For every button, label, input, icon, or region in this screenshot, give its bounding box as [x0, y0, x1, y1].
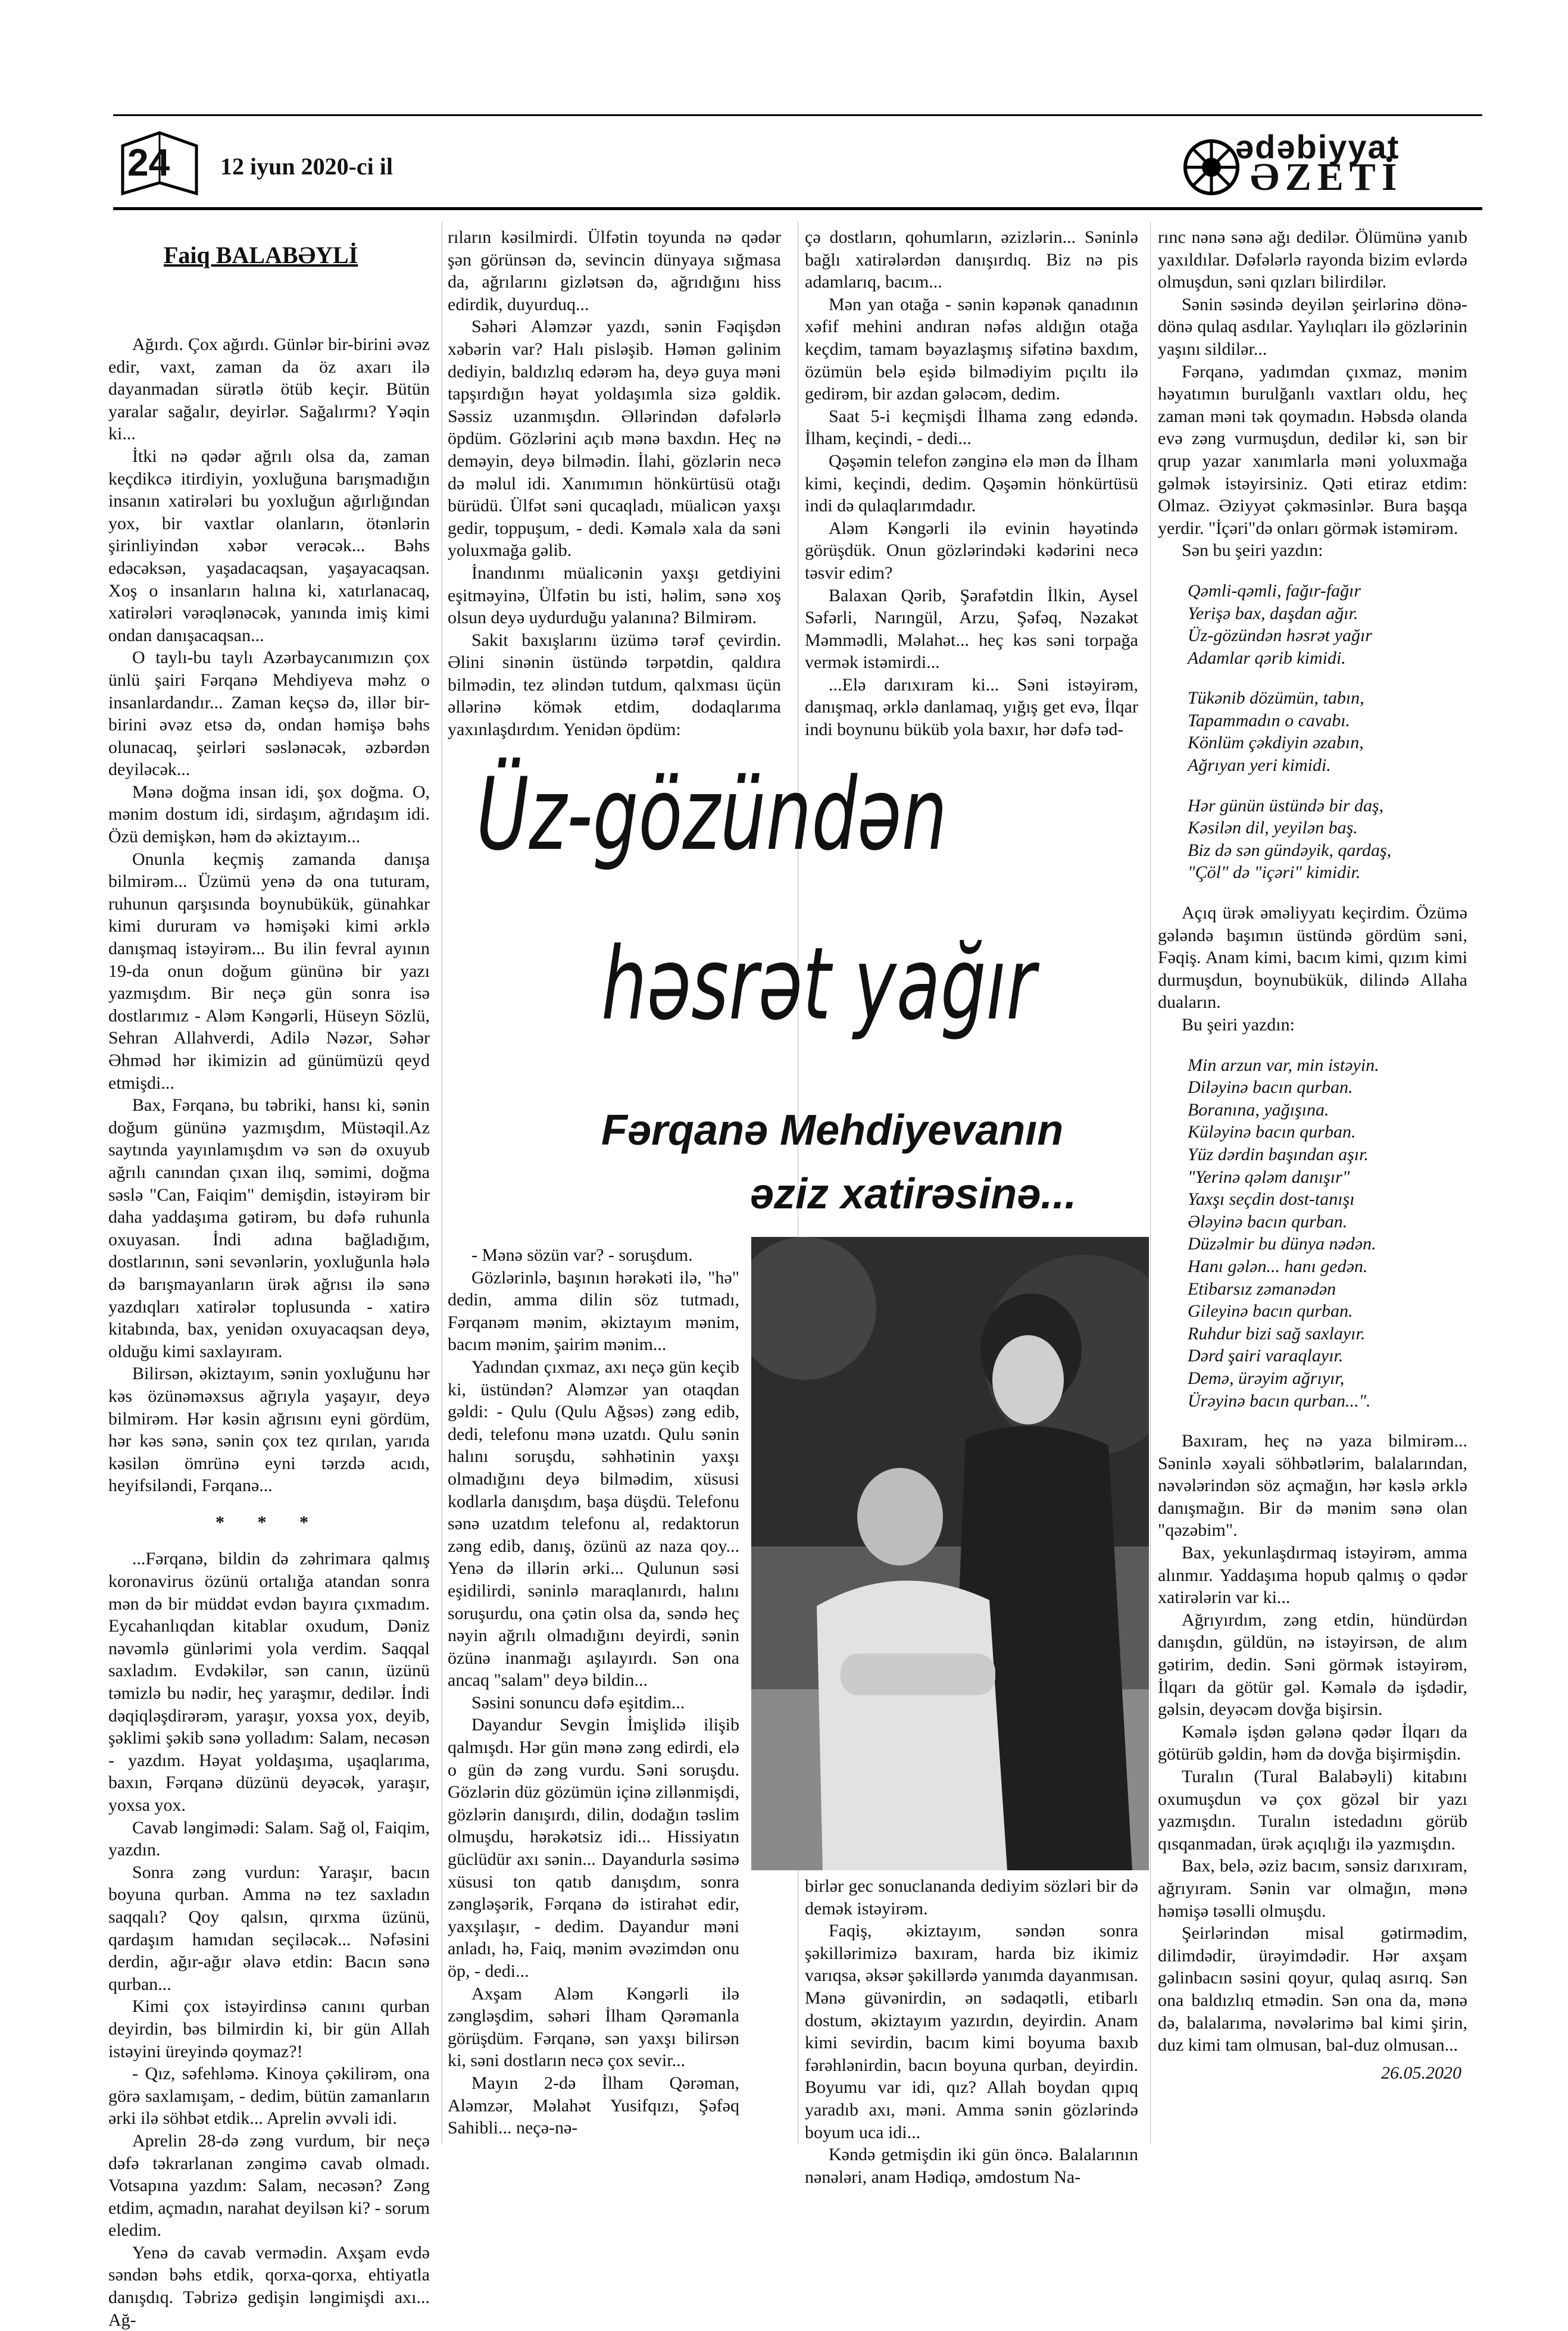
paragraph: Bu şeiri yazdın: — [1182, 1015, 1295, 1035]
paragraph: Axşam Aləm Kəngərli ilə zəngləşdim, səhəri İlham Qərəmanla görüşdüm. Fərqanə, sən yaxşı bilirsən ki, səni dostların necə çox sevir... — [448, 1983, 739, 2071]
poem-line: Ürəyinə bacın qurban...". — [1188, 1391, 1371, 1411]
paragraph: Aləm Kəngərli ilə evinin həyətində görüşdük. Onun gözlərindəki kədərini necə təsvir edim? — [805, 518, 1138, 583]
poem-line: Küləyinə bacın qurban. — [1188, 1122, 1356, 1142]
paragraph: İnandınmı müalicənin yaxşı getdiyini eşitməyinə, Ülfətin bu isti, həlim, sənə xoş olsun deyə uydurduğu yalanına? Bilmirəm. — [448, 563, 781, 628]
poem-line: Dərd şairi varaqlayır. — [1188, 1346, 1344, 1366]
poem-line: Boranına, yağışına. — [1188, 1099, 1329, 1120]
poem-line: Gileyinə bacın qurban. — [1188, 1301, 1353, 1321]
paragraph: Səsini sonuncu dəfə eşitdim... — [471, 1692, 685, 1713]
paragraph: Sonra zəng vurdun: Yaraşır, bacın boyuna qurban. Amma nə tez saxladın saqqalı? Qoy qalsın, qırxma üzünü, qardaşım hamıdan seçiləcək... Nəfəsini derdin, ağır-ağır əlavə etdin: Bacın sənə qurban... — [108, 1862, 430, 1994]
paragraph: Ağırdı. Çox ağırdı. Günlər bir-birini əvəz edir, vaxt, zaman da öz axarı ilə dayanmadan sürətlə ötüb keçir. Bütün yaralar sağalır, deyirlər. Sağalırmı? Yəqin ki... — [108, 335, 430, 444]
section-separator: * * * — [215, 1512, 323, 1532]
paragraph: birlər gec sonuclananda dediyim sözləri bir də demək istəyirəm. — [805, 1876, 1138, 1918]
paragraph: Bax, belə, əziz bacım, sənsiz darıxıram, ağrıyıram. Sənin var olmağın, mənə həmişə təsəlli olmuşdu. — [1158, 1856, 1467, 1921]
paragraph: Saat 5-i keçmişdi İlhama zəng edəndə. İlham, keçindi, - dedi... — [805, 406, 1138, 449]
paragraph: Aprelin 28-də zəng vurdum, bir neçə dəfə təkrarlanan zəngimə cavab olmadı. Votsapına yazdım: Salam, necəsən? Zəng etdim, açmadın, narahat deyilsən ki? - sorum eledim. — [108, 2130, 430, 2241]
paragraph: Mən yan otağa - sənin kəpənək qanadının xəfif mehini andıran nəfəs aldığın otağa keçdim, tamam bəyazlaşmış sifətinə baxdım, özümün belə eşidə bilmədiyim pıçıltı ilə gedirəm, bir azdan gələcəm, dedim. — [805, 294, 1138, 404]
paragraph: çə dostların, qohumların, əzizlərin... Səninlə bağlı xatirələrdən danışırdıq. Biz nə pis adamlarıq, bacım... — [805, 227, 1138, 292]
paragraph: Baxıram, heç nə yaza bilmirəm... Səninlə xəyali söhbətlərim, balalarından, nəvələrindən söz açmağın, hər kəslə ərklə danışmağın. Bir də mənim sənə olan "qəzəbim". — [1158, 1431, 1467, 1541]
issue-date: 12 iyun 2020-ci il — [220, 153, 393, 180]
paragraph: O taylı-bu taylı Azərbaycanımızın çox ünlü şairi Fərqanə Mehdiyeva məhz o insanlardandır... Zaman keçsə də, illər bir-birini əvəz etsə də, ondan həmişə bəhs olunacaq, şeirləri səslənəcək, əzbərdən deyiləcək... — [108, 648, 430, 780]
paragraph: Sənin səsində deyilən şeirlərinə dönə-dönə qulaq asdılar. Yaylıqları ilə gözlərinin yaşını sildilər... — [1158, 294, 1467, 359]
paragraph: - Qız, səfehləmə. Kinoya çəkilirəm, ona görə saxlamışam, - dedim, bütün zamanların ərki ilə söhbət etdik... Aprelin əvvəli idi. — [108, 2064, 430, 2129]
header-bottom-rule — [113, 207, 1482, 210]
paragraph: Kəmalə işdən gələnə qədər İlqarı da götürüb gəldin, həm də dovğa bişirmişdin. — [1158, 1721, 1467, 1764]
article-title-line-1: Üz-gözündən — [476, 756, 948, 873]
poem-line: Hər günün üstündə bir daş, — [1188, 795, 1384, 815]
poem-line: Ələyinə bacın qurban. — [1188, 1211, 1348, 1232]
paragraph: Şeirlərindən misal gətirmədim, dilimdədir, ürəyimdədir. Hər axşam gəlinbacın səsini qoyur, qulaq asırıq. Sən ona baldızlıq etmədin. Sən ona da, mənə də, balalarıma, nəvələrimə bal kimi şirin, duz kimi tam olmusan, bal-duz olmusan... — [1158, 1923, 1467, 2055]
paragraph: Sakit baxışlarını üzümə tərəf çevirdin. Əlini sinənin üstündə tərpətdin, qaldıra bilmədin, tez əlindən tutdum, qalxması üçün əllərinə kömək etdim, dodaqlarıma yaxınlaşdırdım. Yenidən öpdüm: — [448, 630, 781, 740]
paragraph: Ağrıyırdım, zəng etdin, hündürdən danışdın, güldün, nə istəyirsən, de alım gətirim, dedin. Səni görmək istəyirəm, İlqarı da götür gəl. Kəmalə də işdədir, gəlsin, deyəcəm dovğa bişirsin. — [1158, 1610, 1467, 1720]
column-3-bottom — [805, 1875, 1138, 2188]
column-divider — [1150, 221, 1151, 2144]
column-1 — [108, 333, 430, 2331]
page-number: 24 — [127, 141, 170, 184]
paragraph: Kəndə getmişdin iki gün öncə. Balalarının nənələri, anam Hədiqə, əmdostum Na- — [805, 2145, 1138, 2187]
poem-line: Diləyinə bacın qurban. — [1188, 1077, 1353, 1098]
author-name: Faiq BALABƏYLİ — [164, 242, 358, 268]
paragraph: Mayın 2-də İlham Qərəman, Aləmzər, Məlahət Yusifqızı, Şəfəq Sahibli... neçə-nə- — [448, 2073, 739, 2138]
paragraph: Bax, yekunlaşdırmaq istəyirəm, amma alınmır. Yaddaşıma hopub qalmış o qədər xatirələrin var ki... — [1158, 1543, 1467, 1608]
paragraph: Turalın (Tural Balabəyli) kitabını oxumuşdun və çox gözəl bir yazı yazmışdın. Turalın istedadını görüb qısqanmadan, ürək açıqlığı ilə yazmışdın. — [1158, 1767, 1467, 1854]
paragraph: Onunla keçmiş zamanda danışa bilmirəm... Üzümü yenə də ona tuturam, ruhunun qarşısında boynubükük, günahkar kimi dururam və həmişəki kimi ərklə danışmaq istəyirəm... Bu ilin fevral ayının 19-da onun doğum gününə bir yazı yazmışdım. Bir neçə gün sonra isə dostlarımız - Aləm Kəngərli, Hüseyn Sözlü, Sehran Allahverdi, Adilə Nəzər, Səhər Əhməd hər ikimizin ad günümüzü qeyd etmişdi... — [108, 849, 430, 1093]
paragraph: Kimi çox istəyirdinsə canını qurban deyirdin, bəs bilmirdin ki, bir gün Allah istəyini üreyində qoymaz?! — [108, 1996, 430, 2061]
poem-line: Qəmli-qəmli, fağır-fağır — [1188, 580, 1361, 601]
paragraph: Səhəri Aləmzər yazdı, sənin Fəqişdən xəbərin var? Halı pisləşib. Həmən gəlinim dediyin, baldızlıq edərəm ha, deyə guya məni tapşırdığın həyat yoldaşımla sizə gəldik. Səssiz uzanmışdın. Əllərindən dəfələrlə öpdüm. Gözlərini açıb mənə baxdın. Heç nə deməyin, deyə bilmədin. İlahi, gözlərin necə də məlul idi. Xanımımın hönkürtüsü otağı bürüdü. Ülfət səni qucaqladı, müalicən yaxşı gedir, toppuşum, - dedi. Kəmalə xala da səni yoluxmağa gəlib. — [448, 317, 781, 561]
poem-line: Etibarsız zəmanədən — [1188, 1279, 1336, 1299]
paragraph: Açıq ürək əməliyyatı keçirdim. Özümə gələndə başımın üstündə gördüm səni, Fəqiş. Anam kimi, bacım kimi, qızım kimi durmuşdun, boynubükük, dilində Allaha duaların. — [1158, 903, 1467, 1013]
paragraph: İtki nə qədər ağrılı olsa da, zaman keçdikcə itirdiyin, yoxluğuna barışmadığın insanın xatirələri bu yoxluğun ağırlığından yox, bir vaxtlar olanların, ötənlərin şirinliyindən xəbər verəcək... Bəhs edəcəksən, yaşadacaqsan, yaşayacaqsan. Xoş o insanların halına ki, xatırlanacaq, xatirələri vərəqlənəcək, yanında imiş kimi ondan danışacaqsan... — [108, 446, 430, 645]
paragraph: Fərqanə, yadımdan çıxmaz, mənim həyatımın burulğanlı vaxtları oldu, heç zaman məni tək qoymadın. Həbsdə olanda evə zəng vurmuşdun, dedilər ki, sən bir qrup yazar xanımlarla məni yoluxmağa gəlmək istəyirsiniz. Qəti etiraz etdim: Olmaz. Əziyyət çəkməsinlər. Bura başqa yerdir. "İçəri"də onları görmək istəmirəm. — [1158, 361, 1467, 538]
paragraph: ...Elə darıxıram ki... Səni istəyirəm, danışmaq, ərklə danlamaq, yığış get evə, İlqar indi boynunu büküb yola baxır, hər dəfə təd- — [805, 674, 1138, 740]
paragraph: Cavab ləngimədi: Salam. Sağ ol, Faiqim, yazdın. — [108, 1817, 430, 1860]
paragraph: Yadından çıxmaz, axı neçə gün keçib ki, üstündən? Aləmzər yan otaqdan gəldi: - Qulu (Qulu Ağsəs) zəng edib, dedi, telefonu mənə uzatdı. Qulu sənin halını soruşdu, səhhətinin yaxşı olmadığını deyə bilmədim, xüsusi kodlarla danışdım, başa düşdü. Telefonu sənə uzatdım telefonu al, redaktorun zəng edib, danış, özünü az naza qoy... Yenə də illərin ərki... Qulunun səsi eşidilirdi, səninlə maraqlanırdı, halını soruşurdu, ona çətin olsa da, səndə heç nəyin ağrılı olmadığını deyirdi, sənin özünə inanmağı aşılayırdı. Sən ona ancaq "salam" deyə bildin... — [448, 1357, 739, 1691]
poem-line: Kəsilən dil, yeyilən baş. — [1188, 818, 1358, 838]
paragraph: Qəşəmin telefon zənginə elə mən də İlham kimi, keçindi, dedim. Qəşəmin hönkürtüsü indi də qulaqlarımdadır. — [805, 451, 1138, 516]
poem-line: Adamlar qərib kimidi. — [1188, 648, 1346, 668]
poem-line: Yaxşı seçdin dost-tanışı — [1188, 1189, 1355, 1210]
masthead-emblem-icon — [1179, 135, 1244, 200]
poem-line: Tükənib dözümün, tabın, — [1188, 688, 1364, 708]
paragraph: ...Fərqanə, bildin də zəhrimara qalmış koronavirus özünü ortalığa atandan sonra mən də bir müddət evdən bayıra çıxmadım. Eycahanlıqdan kitablar oxudum, Dəniz nəvəmlə günlərimi yola verdim. Saqqal saxladım. Evdəkilər, sən canın, üzünü təmizlə bu nədir, heç yaraşmır, dedilər. İndi dəqiqləşdirərəm, yaraşır, yoxsa yox, deyib, şəklimi şəkib sənə yolladım: Salam, necəsən - yazdım. Həyat yoldaşıma, uşaqlarıma, baxın, Fərqanə düzünü deyəcək, yaraşır, yoxsa yox. — [108, 1549, 430, 1815]
paragraph: Faqiş, əkiztayım, səndən sonra şəkillərimizə baxıram, harda biz ikimiz varıqsa, əksər şəkillərdə yanımda dayanmısan. Mənə güvənirdin, ən sədaqətli, etibarlı dostum, əkiztayım yazırdın, deyirdin. Anam kimi sevirdin, bacım kimi boyuma baxıb fərəhlənirdin, bacın boyuna qurban, deyirdin. Boyumu var idi, qız? Allah boydan qıpıq yaradıb axı, məni. Amma sənin gözlərində boyum uca idi... — [805, 1921, 1138, 2142]
article-photo — [751, 1237, 1149, 1870]
article-subtitle-line-2: əziz xatirəsinə... — [750, 1170, 1077, 1218]
poem-line: Üz-gözündən həsrət yağır — [1188, 626, 1372, 646]
poem-line: Yerişə bax, daşdan ağır. — [1188, 603, 1358, 623]
poem-line: Düzəlmir bu dünya nədən. — [1188, 1234, 1376, 1254]
column-2-top — [448, 226, 781, 741]
column-3-top — [805, 226, 1138, 741]
paragraph: - Mənə sözün var? - soruşdum. — [471, 1245, 693, 1265]
poem-line: Tapammadın o cavabı. — [1188, 710, 1351, 730]
poem-line: "Yerinə qələm danışır" — [1188, 1167, 1350, 1187]
paragraph: Dayandur Sevgin İmişlidə ilişib qalmışdı. Hər gün mənə zəng edirdi, elə o gün də zəng vurdu. Səni soruşdu. Gözlərin düz gözümün içinə zillənmişdi, gözlərin danışırdı, dilin, dodağın təslim olmuşdu, hərəkətsiz idi... Hissiyatın güclüdür axı sənin... Dayandurla səsimə xüsusi ton qatıb danışdım, sonra zəngləşərik, Fərqanə də istirahət edir, yaxşılaşır, - dedim. Dayandur məni anladı, hə, Faiq, mənim əvəzimdən onu öp, - dedi... — [448, 1715, 739, 1981]
paragraph: Gözlərinlə, başının hərəkəti ilə, "hə" dedin, amma dilin söz tutmadı, Fərqanəm mənim, əkiztayım mənim, bacım mənim, şairim mənim... — [448, 1267, 739, 1355]
paragraph: rınc nənə sənə ağı dedilər. Ölümünə yanıb yaxıldılar. Dəfələrlə rayonda bizim evlərdə olmuşdun, səni qızları bilirdilər. — [1158, 227, 1467, 292]
paragraph: Mənə doğma insan idi, şox doğma. O, mənim dostum idi, sirdaşım, ağrıdaşım idi. Özü demişkən, həm də əkiztayım... — [108, 782, 430, 847]
signature-date: 26.05.2020 — [1381, 2063, 1461, 2083]
paragraph: Yenə də cavab vermədin. Axşam evdə səndən bəhs etdik, qorxa-qorxa, ehtiyatla danışdıq. Təbrizə gedişin ləngimişdi axı... Ağ- — [108, 2242, 430, 2330]
column-2-bottom — [448, 1244, 739, 2139]
masthead-top: ədəbiyyat — [1235, 128, 1400, 165]
poem-line: Ağrıyan yeri kimidi. — [1188, 755, 1331, 776]
paragraph: Bax, Fərqanə, bu təbriki, hansı ki, sənin doğum gününə yazmışdım, Müstəqil.Az saytında yayınlamışdım və sən də oxuyub ağrılı canından çıxan ilıq, səmimi, doğma səslə "Can, Faiqim" demişdin, istəyirəm bir daha yaddaşıma gətirəm, bu dəfə ruhunla oxuyasan. İndi adına bağladığım, dostlarının, səni sevənlərin, yoxluğunla hələ də barışmayanların ürək ağrısı ilə sənə yazdıqları xatirələr toplusunda - xatirə kitabında, bax, yenidən oxuyacaqsan deyə, olduğu kimi saxlayıram. — [108, 1095, 430, 1361]
article-subtitle-line-1: Fərqanə Mehdiyevanın — [601, 1107, 1064, 1154]
poem-line: Demə, ürəyim ağrıyır, — [1188, 1368, 1345, 1388]
poem-line: Min arzun var, min istəyin. — [1188, 1055, 1379, 1075]
photo-illustration — [751, 1237, 1149, 1870]
poem-line: Hanı gələn... hanı gedən. — [1188, 1256, 1368, 1276]
paragraph: Balaxan Qərib, Şərafətdin İlkin, Aysel Səfərli, Narıngül, Arzu, Şəfəq, Nəzakət Məmmədli, Məlahət... heç kəs səni torpağa vermək istəmirdi... — [805, 585, 1138, 673]
header-top-rule — [113, 114, 1482, 116]
article-title-line-2: həsrət yağır — [601, 926, 1036, 1042]
column-4 — [1158, 226, 1467, 2057]
poem-line: Könlüm çəkdiyin əzabın, — [1188, 733, 1364, 753]
poem-line: Ruhdur bizi sağ saxlayır. — [1188, 1323, 1366, 1343]
paragraph: rıların kəsilmirdi. Ülfətin toyunda nə qədər şən görünsən də, sevincin dünyaya sığmasa da, ağrılarını gizlətsən də, ağrıdığını hiss edirdik, duyurduq... — [448, 227, 781, 314]
paragraph: Sən bu şeiri yazdın: — [1182, 540, 1323, 561]
paragraph: Bilirsən, əkiztayım, sənin yoxluğunu hər kəs özünəməxsus ağrıyla yaşayır, deyə bilmirəm. Hər kəsin ağrısını eyni gördüm, hər kəs sənə, sənin çox tez qırılan, yarıda kəsilən ömrünə eyni tərzdə acıdı, heyifsiləndi, Fərqanə... — [108, 1364, 430, 1496]
poem-line: Yüz dərdin başından aşır. — [1188, 1144, 1369, 1164]
poem-line: Biz də sən gündəyik, qardaş, — [1188, 840, 1392, 860]
masthead — [1179, 126, 1464, 198]
poem-line: "Çöl" də "içəri" kimidir. — [1188, 863, 1361, 883]
masthead-bottom: ƏZETİ — [1250, 155, 1403, 199]
